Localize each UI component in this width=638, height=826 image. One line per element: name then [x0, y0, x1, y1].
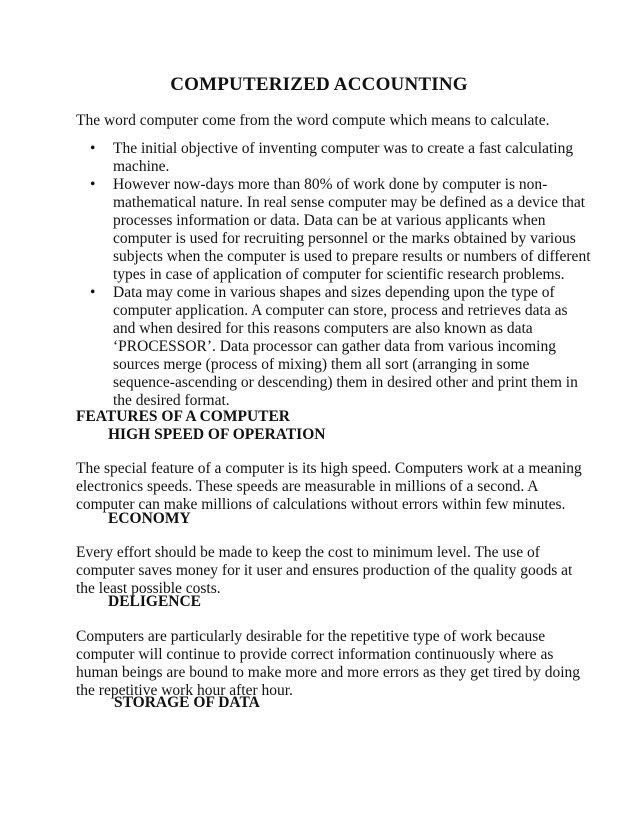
text-line: The initial objective of inventing computer was to create a fast calculating — [113, 140, 574, 157]
text-line: ‘PROCESSOR’. Data processor can gather data from various incoming — [113, 338, 556, 355]
bullet-list — [76, 140, 591, 410]
text-line: However now-days more than 80% of work done by computer is non- — [113, 176, 548, 193]
text-line: subjects when the computer is used to prepare results or numbers of different — [113, 248, 591, 265]
list-item — [76, 176, 591, 284]
text-line: Computers are particularly desirable for the repetitive type of work because — [76, 628, 546, 645]
text-line: The special feature of a computer is its high speed. Computers work at a meaning — [76, 460, 582, 477]
section-heading-deligence: DELIGENCE — [108, 593, 202, 610]
text-line: machine. — [113, 158, 170, 175]
text-line: computer is used for recruiting personnel or the marks obtained by various — [113, 230, 576, 247]
text-line: computer saves money for it user and ensures production of the quality goods at — [76, 562, 573, 579]
text-line: computer can make millions of calculations without errors within few minutes. — [76, 496, 566, 513]
text-line: types in case of application of computer for scientific research problems. — [113, 266, 565, 283]
bullet-icon: • — [90, 176, 96, 193]
list-item — [76, 140, 576, 176]
text-line: and when desired for this reasons computers are also known as data — [113, 320, 533, 337]
intro-paragraph: The word computer come from the word compute which means to calculate. — [76, 112, 550, 129]
text-line: computer will continue to provide correct information continuously where as — [76, 646, 554, 663]
text-line: the least possible costs. — [76, 580, 221, 597]
section-paragraph-economy — [76, 544, 576, 598]
text-line: sequence-ascending or descending) them in desired other and print them in — [113, 374, 578, 391]
section-heading-high-speed: HIGH SPEED OF OPERATION — [108, 426, 326, 443]
text-line: computer application. A computer can store, process and retrieves data as — [113, 302, 568, 319]
bullet-icon: • — [90, 140, 96, 157]
page-title: COMPUTERIZED ACCOUNTING — [170, 74, 468, 95]
text-line: processes information or data. Data can be at various applicants when — [113, 212, 546, 229]
text-line: Every effort should be made to keep the cost to minimum level. The use of — [76, 544, 540, 561]
text-line: the desired format. — [113, 392, 230, 409]
bullet-icon: • — [90, 284, 96, 301]
text-line: human beings are bound to make more and more errors as they get tired by doing — [76, 664, 581, 681]
list-item — [76, 284, 576, 410]
text-line: electronics speeds. These speeds are measurable in millions of a second. A — [76, 478, 539, 495]
section-paragraph-high-speed — [76, 460, 582, 514]
features-heading: FEATURES OF A COMPUTER — [76, 408, 291, 425]
text-line: Data may come in various shapes and sizes depending upon the type of — [113, 284, 555, 301]
text-line: the repetitive work hour after hour. — [76, 682, 293, 699]
section-paragraph-deligence — [76, 628, 581, 700]
section-heading-storage: STORAGE OF DATA — [114, 694, 260, 711]
text-line: sources merge (process of mixing) them all sort (arranging in some — [113, 356, 530, 373]
text-line: mathematical nature. In real sense computer may be defined as a device that — [113, 194, 586, 211]
section-heading-economy: ECONOMY — [108, 510, 191, 527]
